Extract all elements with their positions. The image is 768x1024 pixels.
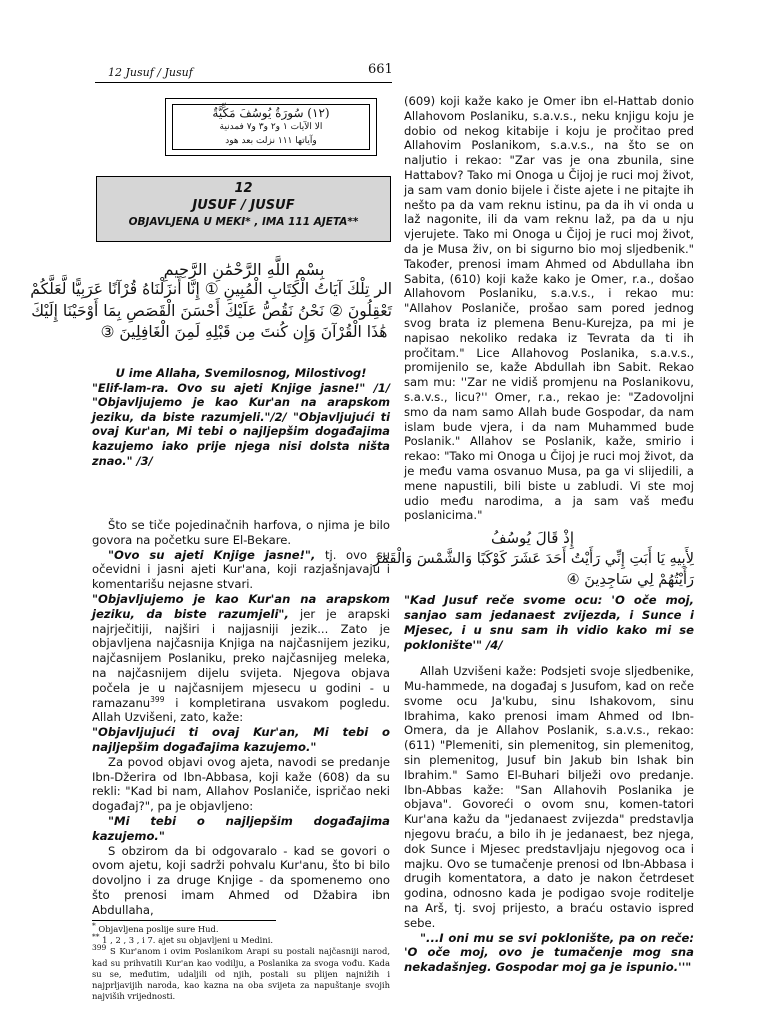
arabic-verse4-line-1: إِذْ قَالَ يُوسُفُ <box>490 529 574 548</box>
invocation: U ime Allaha, Svemilosnog, Milostivog! <box>115 366 367 380</box>
arabic-verses-1-3 <box>30 260 392 341</box>
text: tj. ovo su očevidni i jasni ajeti Kur'ana, koji razjašnjavaju i komentarišu nejasne stvari. <box>92 547 390 592</box>
translation-verses-1-3: "Elif-lam-ra. Ovo su ajeti Knjige jasne!" /1/ "Objavljujemo je kao Kur'an na arapskom jeziku, da biste razumjeli."/2/ "Objavljujući ti ovaj Kur'an, Mi tebi o najljepšim događajima kazujemo iako prije njega nisi dolsta ništa znao." /3/ <box>92 380 390 468</box>
left-paragraph-4: "Objavljujući ti ovaj Kur'an, Mi tebi o najljepšim događajima kazujemo." <box>92 725 390 754</box>
footnote-mark: ** <box>92 932 100 942</box>
quote: "Objavljujemo je kao Kur'an na arapskom jeziku, da biste razumjeli", <box>92 591 390 621</box>
quote: "Ovo su ajeti Knjige jasne!", <box>108 547 316 562</box>
footnote-1 <box>92 921 390 935</box>
footnote-mark: 399 <box>92 943 107 953</box>
text: jer je arapski najrječitiji, najširi i najjasniji jezik... Zato je objavljena najčasnija Knjiga na najčasnijem jeziku, najčasnijem Poslaniku, preko najčasnijeg meleka, na najčasnijem dijelu svijeta. Njegova objava počela je u najčasnijem mjesecu u godini - u ramazanu <box>92 606 390 710</box>
chapter-name: JUSUF / JUSUF <box>192 198 295 213</box>
left-paragraph-6: "Mi tebi o najljepšim događajima kazujemo." <box>92 813 390 843</box>
banner-line-1: (١٢) سُورَةُ يُوسُفَ مَكِّيَّةٌ <box>212 106 330 120</box>
arabic-verse4-line-3: رَأَيْتُهُمْ لِي سَاجِدِينَ ④ <box>566 571 694 588</box>
left-paragraph-5: Za povod objavi ovog ajeta, navodi se predanje Ibn-Džerira od Ibn-Abbasa, koji kaže (608) da su rekli: "Kad bi nam, Allahov Poslaniče, ispričao neki događaj?", pa je objavljeno: <box>92 754 390 814</box>
text: i kompletirana usvakom pogledu. Allah Uzvišeni, zato, kaže: <box>92 695 390 725</box>
footnote-mark: * <box>92 921 96 931</box>
right-paragraph-2: Allah Uzvišeni kaže: Podsjeti svoje sljedbenike, Mu-hammede, na događaj s Jusufom, kad on reče svome ocu Ja'kubu, sinu Ishakovom, sinu Ibrahima, kako prenosi imam Ahmed od Ibn-Omera, da je Allahov Poslanik, s.a.v.s., rekao: (611) "Plemeniti, sin plemenitog, sin plemenitog, sin plemenitog, Jusuf bin Jakub bin Ishak bin Ibrahim." Samo El-Buhari bilježi ovo predanje. Ibn-Abbas kaže: "San Allahovih Poslanika je objava". Govoreći o ovom snu, komen-tatori Kur'ana kažu da "jedanaest zvijezda" predstavlja njegovu braću, a bilo ih je jedanaest, bez njega, dok Sunce i Mjesec predstavljaju njegovog oca i majku. Ovo se tumačenje prenosi od Ibn-Abbasa i drugih komentatora, a dato je nakon četrdeset godina, odnosno kada je podigao svoje roditelje na Arš, tj. svoj prijesto, a braću ostavio ispred sebe. <box>404 664 694 930</box>
footnote-3 <box>92 943 390 1002</box>
footnote-text: 1 , 2 , 3 , i 7. ajet su objavljeni u Medini. <box>102 935 274 946</box>
left-paragraph-7: S obzirom da bi odgovaralo - kad se govori o ovom ajetu, koji sadrži pohvalu Kur'anu, što bi bilo dovoljno i za druge Knjige - da spomenemo ono što prenosi imam Ahmed od Džabira ibn Abdullaha, <box>92 843 390 917</box>
footnotes <box>92 921 390 1002</box>
right-paragraph-3: "...I oni mu se svi poklonište, pa on reče: 'O oče moj, ovo je tumačenje mog sna nekadašnjeg. Gospodar moj ga je ispunio.''" <box>404 930 694 975</box>
running-title: 12 Jusuf / Jusuf <box>108 66 193 79</box>
right-column <box>373 94 694 975</box>
translation-verse-4: "Kad Jusuf reče svome ocu: 'O oče moj, sanjao sam jedanaest zvijezda, i Sunce i Mjesec, i u snu sam ih vidio kako mi se poklonište'" /4/ <box>404 593 694 652</box>
surah-banner <box>165 98 377 156</box>
page-number: 661 <box>368 62 393 77</box>
right-paragraph-1: (609) koji kaže kako je Omer ibn el-Hattab donio Allahovom Poslaniku, s.a.v.s., neku knjigu koju je dobio od nekog kitabije i koju je pročitao pred Allahovim Poslanikom, s.a.v.s., na što se on naljutio i rekao: "Zar vas je ona zbunila, sine Hattabov? Tako mi Onoga u Čijoj je ruci moj život, ja sam vam donio bijele i čiste ajete i ne pitajte ih nešto pa da vam reknu istinu, pa da ih vi onda u laž nagonite, ili da vam reknu laž, pa da u nju vjerujete. Tako mi Onoga u Čijoj je ruci moj život, da je Musa živ, on bi sigurno bio moj sljedbenik." Također, prenosi imam Ahmed od Abdullaha ibn Sabita, (610) koji kaže kako je Omer, r.a., došao Allahovom Poslaniku, s.a.v.s., i rekao mu: "Allahov Poslaniče, prošao sam pored jednog svog brata iz plemena Benu-Kurejza, pa mi je napisao nekoliko redaka iz Tevrata da ti ih pročitam." Lice Allahovog Poslanika, s.a.v.s., promijenilo se, kaže Abdullah ibn Sabit. Rekao sam mu: ''Zar ne vidiš promjenu na Poslanikovu, s.a.v.s., licu?'' Omer, r.a., rekao je: "Zadovoljni smo da nam samo Allah bude Gospodar, da nam islam bude vjera, i da nam Muhammed bude Poslanik." Allahov se Poslanik, kaže, smirio i rekao: "Tako mi Onoga u Čijoj je ruci moj život, da je među vama osvanuo Musa, pa ga vi slijedili, a mene napustili, bili biste u zabludi. Vi ste moj udio među narodima, a ja sam vaš među poslanicima." <box>404 94 694 523</box>
arabic-verse-line-2: تَعْقِلُونَ ② نَحْنُ نَقُصُّ عَلَيْكَ أَحْسَنَ الْقَصَصِ بِمَا أَوْحَيْنَا إِلَيْكَ <box>31 301 392 320</box>
left-column <box>92 518 390 918</box>
chapter-subtitle: OBJAVLJENA U MEKI* , IMA 111 AJETA** <box>128 216 359 228</box>
banner-line-2: الا الآيات ١ و٢ و٣ و٧ فمدنية <box>219 122 323 132</box>
arabic-verse-4 <box>373 529 694 588</box>
translation-1-3 <box>92 366 390 468</box>
arabic-verse-line-1: الر تِلْكَ آيَاتُ الْكِتَابِ الْمُبِينِ ① إِنَّا أَنزَلْنَاهُ قُرْآنًا عَرَبِيًّا لَّعَلَّكُمْ <box>30 280 392 298</box>
left-paragraph-3 <box>92 592 390 725</box>
chapter-number: 12 <box>234 181 253 196</box>
arabic-verse4-line-2: لِأَبِيهِ يَا أَبَتِ إِنِّي رَأَيْتُ أَحَدَ عَشَرَ كَوْكَبًا وَالشَّمْسَ وَالْقَمَرَ <box>373 551 694 568</box>
footnote-rule <box>92 920 276 921</box>
left-paragraph-1: Što se tiče pojedinačnih harfova, o njima je bilo govora na početku sure El-Bekare. <box>92 518 390 547</box>
surah-banner-frame <box>172 104 370 150</box>
banner-line-3: وآياتها ١١١ نزلت بعد هود <box>225 136 317 146</box>
left-paragraph-2 <box>92 548 390 592</box>
footnote-2 <box>92 932 390 946</box>
basmala: بِسْمِ اللَّهِ الرَّحْمَٰنِ الرَّحِيمِ <box>163 260 325 279</box>
chapter-title-box <box>96 176 391 242</box>
footnote-text: S Kur'anom i ovim Poslanikom Arapi su postali najčasniji narod, kad su prihvatili Kur'an kao vodilju, a Poslanika za svoga vođu. Kada su se, međutim, udaljili od njih, postali su plijen najnižih i najprljavijih naroda, kao kazna na oba svijeta za napuštanje svojih najviših vrijednosti. <box>92 946 390 1002</box>
footnote-text: Objavljena poslije sure Hud. <box>98 924 219 934</box>
arabic-verse-line-3: هَٰذَا الْقُرْآنَ وَإِن كُنتَ مِن قَبْلِهِ لَمِنَ الْغَافِلِينَ ③ <box>100 323 388 341</box>
footnote-ref-399: 399 <box>150 694 165 704</box>
header-rule <box>95 82 392 83</box>
